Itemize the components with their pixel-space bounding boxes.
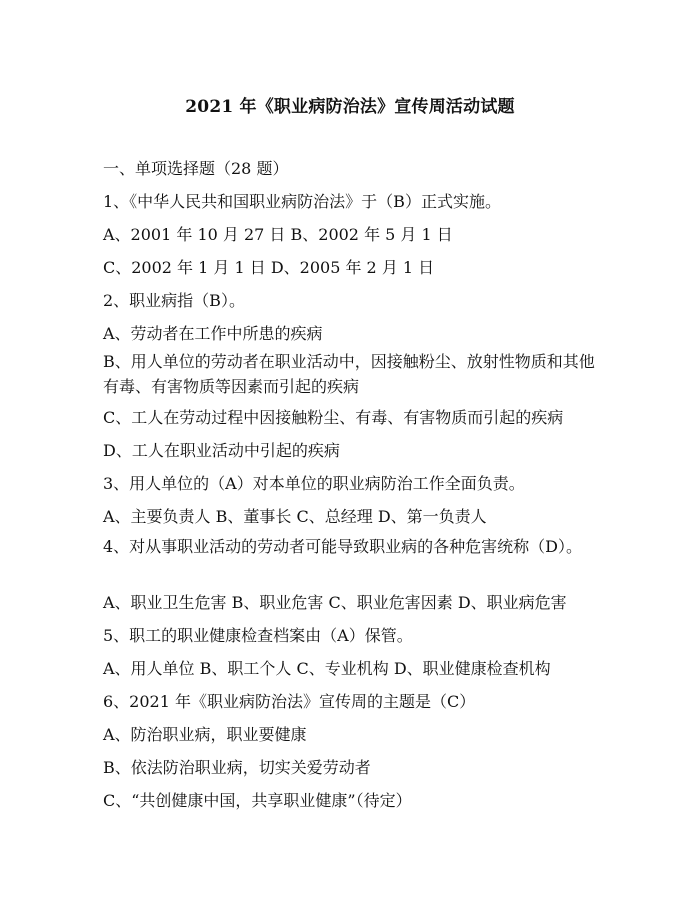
question-6-option-a: A、防治职业病，职业要健康	[103, 725, 307, 744]
question-1-options-ab: A、2001 年 10 月 27 日 B、2002 年 5 月 1 日	[103, 225, 453, 244]
question-2-option-c: C、工人在劳动过程中因接触粉尘、有毒、有害物质而引起的疾病	[103, 408, 564, 427]
question-5-options: A、用人单位 B、职工个人 C、专业机构 D、职业健康检查机构	[103, 659, 551, 678]
question-6-option-c: C、“共创健康中国，共享职业健康”（待定）	[103, 791, 412, 810]
question-3-options: A、主要负责人 B、董事长 C、总经理 D、第一负责人	[103, 507, 487, 526]
question-3: 3、用人单位的（A）对本单位的职业病防治工作全面负责。	[103, 474, 525, 493]
question-6: 6、2021 年《职业病防治法》宣传周的主题是（C）	[103, 692, 476, 711]
section-heading: 一、单项选择题（28 题）	[103, 159, 289, 178]
question-5: 5、职工的职业健康检查档案由（A）保管。	[103, 626, 413, 645]
question-6-option-b: B、依法防治职业病，切实关爱劳动者	[103, 758, 371, 777]
question-4-options: A、职业卫生危害 B、职业危害 C、职业危害因素 D、职业病危害	[103, 593, 567, 612]
question-1: 1、《中华人民共和国职业病防治法》于（B）正式实施。	[103, 192, 501, 211]
document-title: 2021 年《职业病防治法》宣传周活动试题	[185, 97, 515, 117]
question-2-option-b: B、用人单位的劳动者在职业活动中，因接触粉尘、放射性物质和其他有毒、有害物质等因素而引起的疾病	[103, 352, 595, 396]
question-2: 2、职业病指（B）。	[103, 291, 245, 310]
question-2-option-d: D、工人在职业活动中引起的疾病	[103, 441, 340, 460]
question-4: 4、对从事职业活动的劳动者可能导致职业病的各种危害统称（D）。	[103, 537, 583, 556]
question-1-options-cd: C、2002 年 1 月 1 日 D、2005 年 2 月 1 日	[103, 258, 435, 277]
question-2-option-a: A、劳动者在工作中所患的疾病	[103, 324, 323, 343]
